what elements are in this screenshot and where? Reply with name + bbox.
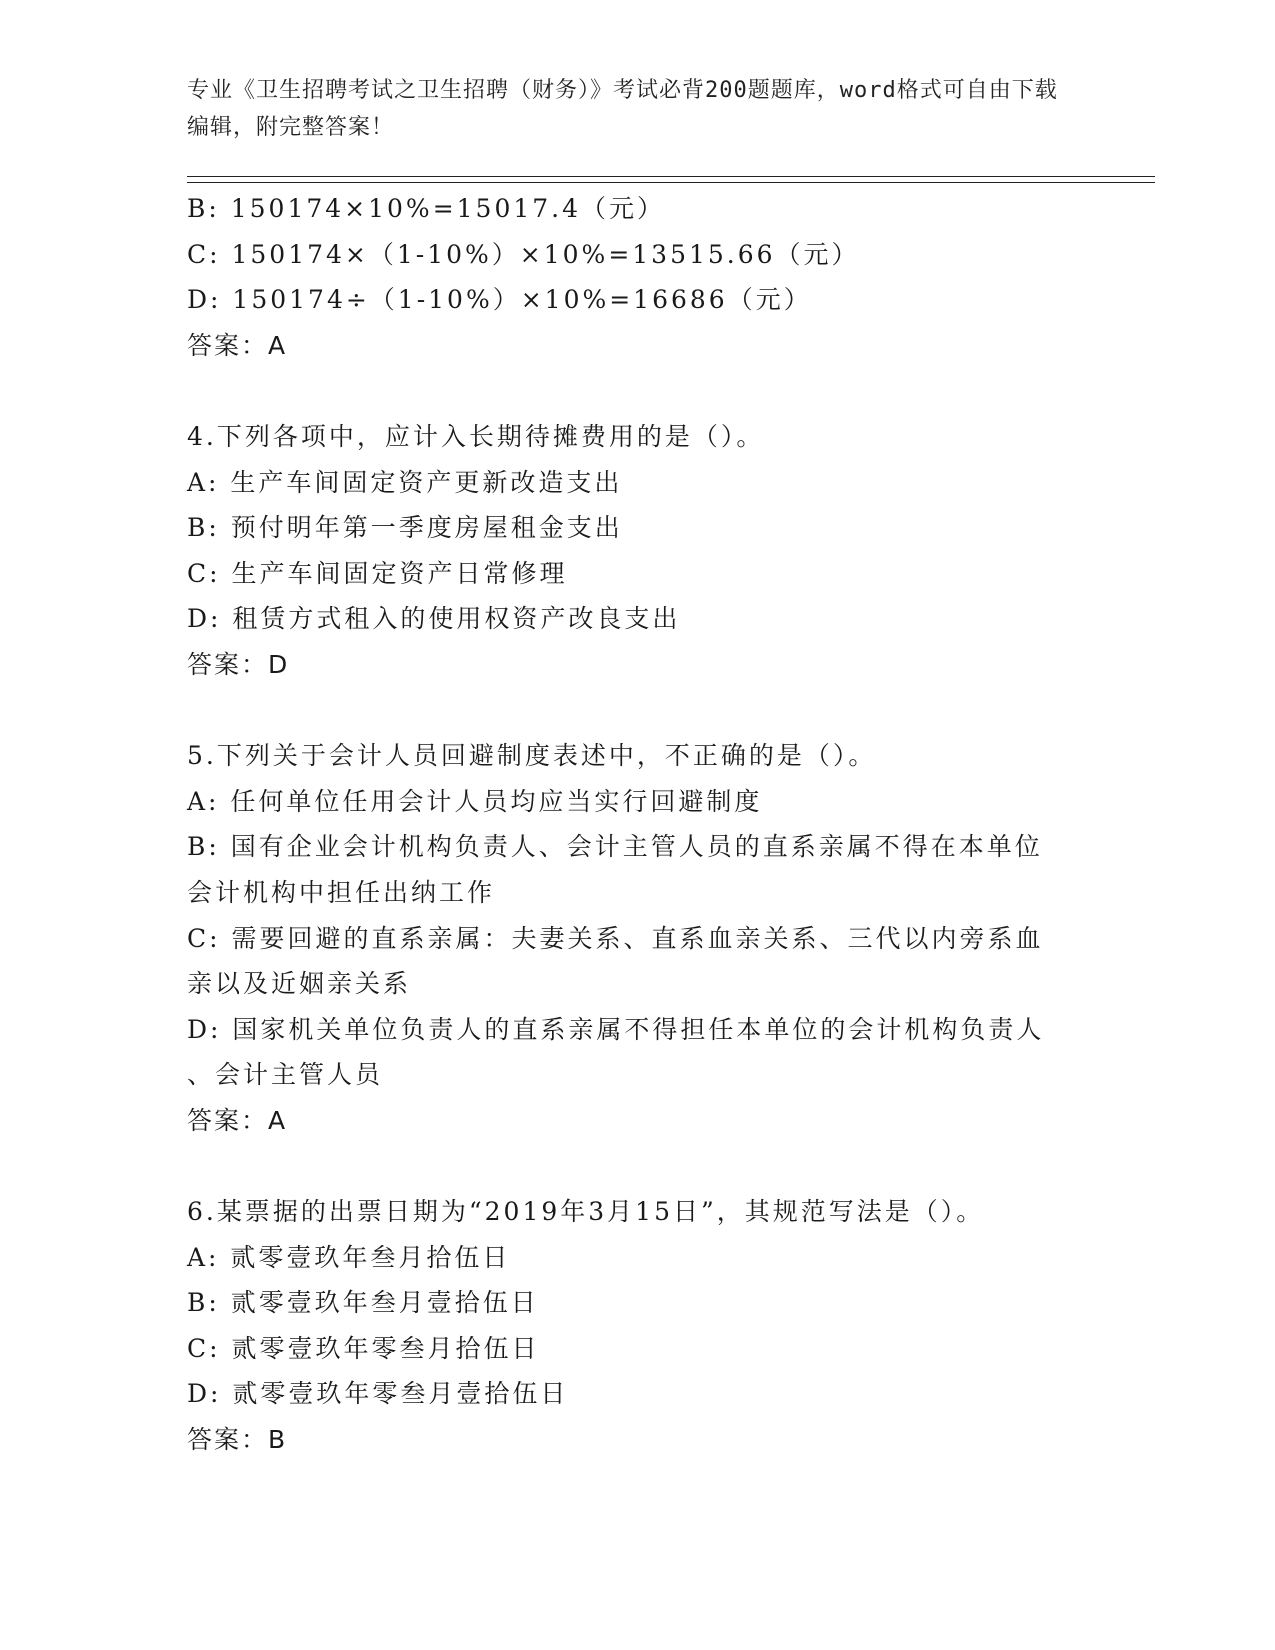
q5-answer: 答案：A — [187, 1105, 288, 1135]
q5-question: 5.下列关于会计人员回避制度表述中，不正确的是（）。 — [187, 741, 877, 771]
q6-question: 6.某票据的出票日期为“2019年3月15日”，其规范写法是（）。 — [187, 1197, 985, 1227]
spacer — [187, 688, 1087, 734]
q4-answer: 答案：D — [187, 649, 290, 679]
question-5 — [187, 733, 1087, 1143]
header-rule-top — [187, 176, 1155, 177]
q5-option-b-line2: 会计机构中担任出纳工作 — [187, 877, 496, 907]
q3-option-c: C: 150174×（1-10%）×10%=13515.66（元） — [187, 239, 860, 269]
question-6 — [187, 1189, 1087, 1463]
q3-option-d: D: 150174÷（1-10%）×10%=16686（元） — [187, 285, 812, 315]
q5-option-c-line1: C: 需要回避的直系亲属：夫妻关系、直系血亲关系、三代以内旁系血 — [187, 923, 1044, 953]
q6-option-c: C: 贰零壹玖年零叁月拾伍日 — [187, 1333, 540, 1363]
header-rule-bottom — [187, 182, 1155, 183]
spacer — [187, 368, 1087, 414]
q4-question: 4.下列各项中，应计入长期待摊费用的是（）。 — [187, 421, 765, 451]
q5-option-d-line1: D: 国家机关单位负责人的直系亲属不得担任本单位的会计机构负责人 — [187, 1014, 1045, 1044]
q6-answer: 答案：B — [187, 1425, 288, 1455]
spacer — [187, 1143, 1087, 1189]
q5-option-c-line2: 亲以及近姻亲关系 — [187, 969, 412, 999]
q5-option-b-line1: B: 国有企业会计机构负责人、会计主管人员的直系亲属不得在本单位 — [187, 832, 1043, 862]
q6-option-a: A: 贰零壹玖年叁月拾伍日 — [187, 1242, 511, 1272]
q4-option-a: A: 生产车间固定资产更新改造支出 — [187, 467, 623, 497]
q6-option-d: D: 贰零壹玖年零叁月壹拾伍日 — [187, 1379, 569, 1409]
question-list — [187, 186, 1087, 1463]
q4-option-d: D: 租赁方式租入的使用权资产改良支出 — [187, 604, 681, 634]
q3-option-b: B: 150174×10%=15017.4（元） — [187, 194, 666, 223]
q4-option-b: B: 预付明年第一季度房屋租金支出 — [187, 513, 623, 543]
q5-option-d-line2: 、会计主管人员 — [187, 1060, 384, 1090]
question-3-tail — [187, 186, 1087, 368]
q5-option-a: A: 任何单位任用会计人员均应当实行回避制度 — [187, 786, 763, 816]
q4-option-c: C: 生产车间固定资产日常修理 — [187, 558, 568, 588]
q3-answer: 答案：A — [187, 330, 288, 360]
q6-option-b: B: 贰零壹玖年叁月壹拾伍日 — [187, 1288, 539, 1318]
document-header: 专业《卫生招聘考试之卫生招聘（财务）》考试必背200题题库，word格式可自由下载编辑，附完整答案！ — [187, 78, 1058, 140]
question-4 — [187, 414, 1087, 688]
